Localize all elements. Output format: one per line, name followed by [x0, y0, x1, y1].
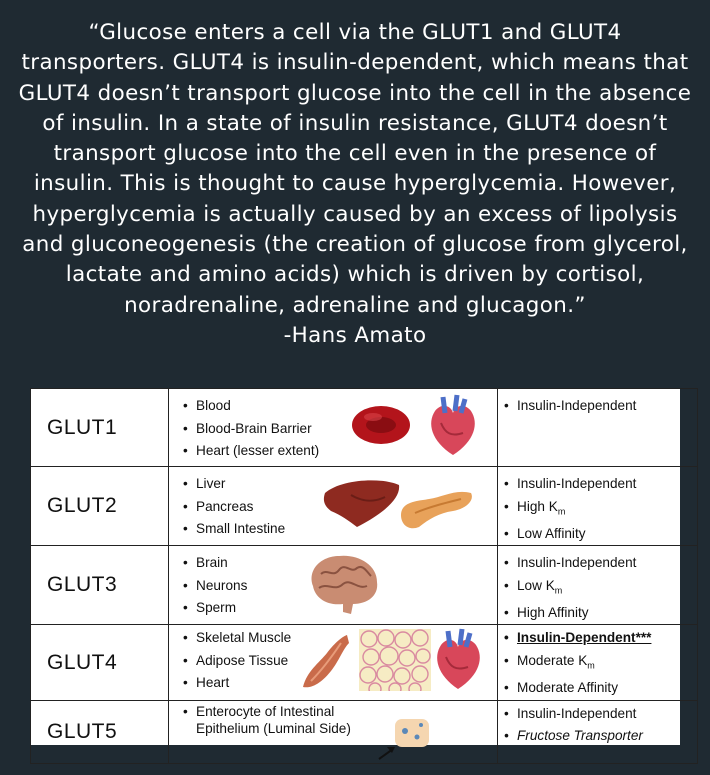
quote-author: -Hans Amato — [283, 322, 427, 348]
property-item: • Insulin-Independent — [504, 703, 697, 726]
tissue-item: • Heart — [183, 672, 497, 695]
table-row — [31, 389, 698, 467]
property-item: • Insulin-Independent — [504, 473, 697, 496]
heart-image — [429, 627, 487, 693]
tissue-item: • Blood — [183, 395, 497, 418]
properties-cell — [498, 546, 698, 625]
tissue-item: • Adipose Tissue — [183, 650, 497, 673]
heart-image — [423, 393, 483, 459]
properties-cell — [498, 625, 698, 700]
table-row — [31, 625, 698, 700]
tissue-item: • Small Intestine — [183, 518, 497, 541]
property-item — [504, 496, 697, 523]
quote-text: “Glucose enters a cell via the GLUT1 and GLUT4 transporters. GLUT4 is insulin-dependent, which means that GLUT4 doesn’t transport glucose into the cell in the absence of insulin. In a state of insulin resistance, GLUT4 doesn’t transport glucose into the cell even in the presence of insulin. This is thought to cause hyperglycemia. However, hyperglycemia is actually caused by an excess of lipolysis and gluconeogenesis (the creation of glucose from glycerol, lactate and amino acids) which is driven by cortisol, noradrenaline, adrenaline and glucagon.” — [18, 20, 692, 318]
property-item: • Insulin-Dependent*** — [504, 627, 697, 650]
red-blood-cell-image — [349, 403, 413, 447]
property-item — [504, 650, 697, 677]
property-item: • Fructose Transporter — [504, 725, 697, 748]
muscle-image — [297, 631, 351, 691]
km-subscript: m — [554, 585, 563, 596]
transporter-name: GLUT4 — [31, 625, 169, 700]
property-item: • Insulin-Independent — [504, 395, 697, 418]
properties-cell — [498, 467, 698, 546]
property-item: • High Affinity — [504, 602, 697, 625]
property-item: • Low Affinity — [504, 523, 697, 546]
tissue-item: • Heart (lesser extent) — [183, 440, 497, 463]
property-item: • Moderate Affinity — [504, 677, 697, 700]
table-row — [31, 467, 698, 546]
transporter-name: GLUT5 — [31, 700, 169, 763]
adipose-tissue-image — [359, 629, 431, 691]
enterocyte-image — [359, 711, 439, 763]
glut-table — [30, 388, 680, 745]
tissue-item: • Sperm — [183, 597, 497, 620]
tissue-cell — [169, 467, 498, 546]
property-item — [504, 575, 697, 602]
properties-cell — [498, 389, 698, 467]
tissue-item: • Brain — [183, 552, 497, 575]
tissue-cell — [169, 700, 498, 763]
tissue-item: • Neurons — [183, 575, 497, 598]
tissue-cell — [169, 389, 498, 467]
property-text: Low K — [517, 577, 555, 593]
tissue-cell — [169, 546, 498, 625]
property-text: Moderate K — [517, 652, 588, 668]
tissue-item: • Enterocyte of Intestinal Epithelium (Luminal Side) — [183, 703, 363, 737]
property-text: High K — [517, 498, 558, 514]
table-row — [31, 700, 698, 763]
property-item: • Insulin-Independent — [504, 552, 697, 575]
tissue-item: • Blood-Brain Barrier — [183, 418, 497, 441]
transporter-name: GLUT3 — [31, 546, 169, 625]
km-subscript: m — [557, 506, 566, 517]
liver-image — [321, 475, 403, 531]
properties-cell — [498, 700, 698, 763]
table-row — [31, 546, 698, 625]
tissue-item: • Liver — [183, 473, 497, 496]
transporter-name: GLUT1 — [31, 389, 169, 467]
km-subscript: m — [587, 660, 595, 671]
quote-block — [14, 18, 696, 351]
tissue-cell — [169, 625, 498, 700]
tissue-item: • Skeletal Muscle — [183, 627, 497, 650]
tissue-item: • Pancreas — [183, 496, 497, 519]
brain-image — [305, 550, 381, 616]
pancreas-image — [395, 479, 477, 531]
transporter-name: GLUT2 — [31, 467, 169, 546]
